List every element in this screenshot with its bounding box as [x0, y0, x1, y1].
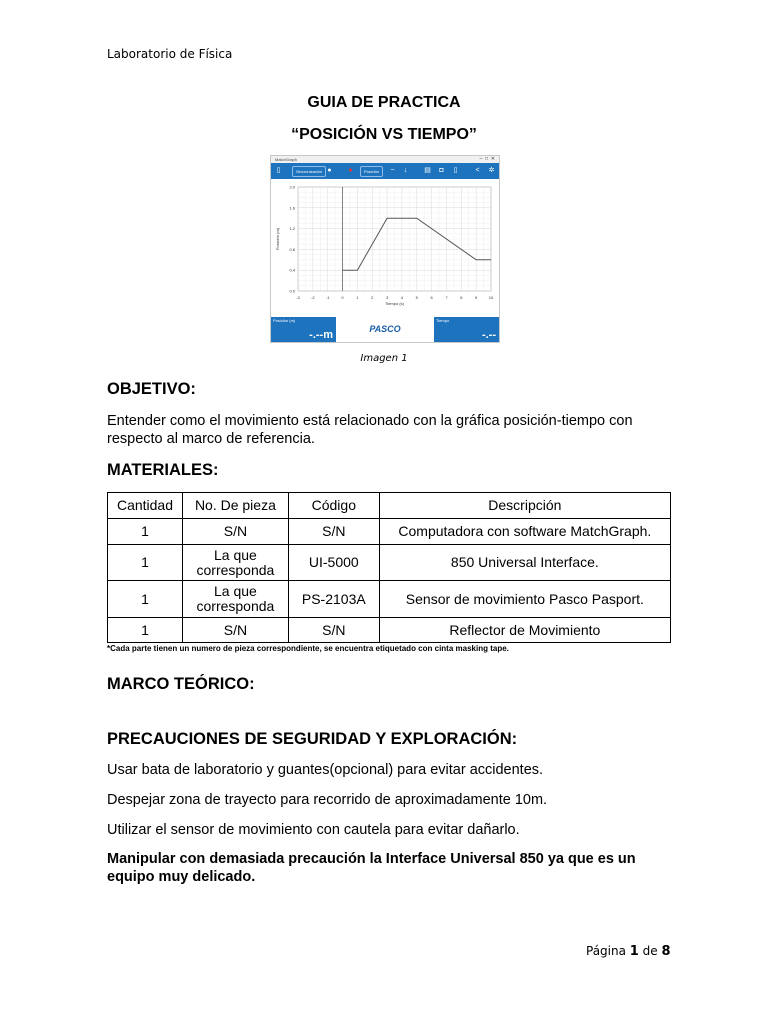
x-tick-label: 0 [341, 295, 344, 300]
table-cell: La que corresponda [182, 581, 288, 618]
table-header-row [108, 493, 671, 519]
precaution-item: Usar bata de laboratorio y guantes(opcional) para evitar accidentes. [107, 762, 544, 778]
precaution-bold-note: Manipular con demasiada precaución la Interface Universal 850 ya que es un equipo muy delicado. [107, 851, 636, 885]
table-cell: Reflector de Movimiento [379, 618, 670, 643]
time-readout-value: -.-- [481, 329, 496, 341]
document-title: GUIA DE PRACTICA [307, 94, 461, 111]
x-tick-label: 3 [385, 295, 389, 300]
time-readout [434, 317, 499, 342]
table-footnote: *Cada parte tienen un numero de pieza correspondiente, se encuentra etiquetado con cinta masking tape. [107, 644, 509, 653]
document-icon: ▯ [276, 167, 281, 174]
column-header: Código [288, 493, 379, 519]
table-cell: Sensor de movimiento Pasco Pasport. [379, 581, 670, 618]
x-tick-label: 1 [356, 295, 359, 300]
figure-caption: Imagen 1 [360, 353, 408, 364]
x-tick-label: 8 [460, 295, 463, 300]
position-readout-label: Posición (m) [273, 318, 296, 323]
page-footer [586, 944, 671, 959]
x-tick-label: 10 [488, 295, 494, 300]
app-title: MatchGraph [275, 157, 298, 162]
table-cell: S/N [288, 618, 379, 643]
position-time-chart [271, 179, 499, 317]
record-icon: ● [348, 167, 353, 174]
x-tick-label: 4 [400, 295, 404, 300]
sync-button: Sincronización [292, 166, 326, 177]
table-cell: 850 Universal Interface. [379, 545, 670, 581]
page-total: 8 [661, 944, 671, 959]
precaution-item: Despejar zona de trayecto para recorrido de aproximadamente 10m. [107, 792, 548, 808]
table-cell: S/N [288, 519, 379, 545]
page-word: Página [586, 944, 626, 958]
table-cell: 1 [108, 519, 183, 545]
table-cell: 1 [108, 618, 183, 643]
download-icon: ↓ [403, 167, 408, 174]
table-cell: 1 [108, 581, 183, 618]
x-tick-label: -3 [296, 295, 300, 300]
y-tick-label: 1.2 [289, 226, 295, 232]
table-cell: 1 [108, 545, 183, 581]
app-titlebar [271, 156, 499, 163]
table-cell: S/N [182, 519, 288, 545]
column-header: Cantidad [108, 493, 183, 519]
y-axis-label: Posición (m) [275, 227, 280, 251]
table-cell: La que corresponda [182, 545, 288, 581]
user-icon: ● [327, 167, 332, 174]
column-header: Descripción [379, 493, 670, 519]
table-row [108, 618, 671, 643]
x-tick-label: 2 [371, 295, 374, 300]
x-tick-label: -2 [311, 295, 315, 300]
x-tick-label: 7 [445, 295, 448, 300]
app-toolbar [271, 163, 499, 179]
readout-panel [271, 317, 499, 342]
y-tick-label: 0.0 [289, 288, 295, 294]
y-tick-label: 2.0 [289, 184, 295, 190]
window-controls-icon: – □ ✕ [479, 156, 495, 162]
pasco-logo: PASCO [336, 317, 434, 342]
table-cell: UI-5000 [288, 545, 379, 581]
y-tick-label: 0.8 [289, 246, 295, 252]
y-tick-label: 1.6 [289, 205, 295, 211]
matchgraph-screenshot [270, 155, 500, 343]
of-word: de [642, 944, 658, 958]
curve-icon: ~ [390, 167, 395, 174]
precauciones-heading: PRECAUCIONES DE SEGURIDAD Y EXPLORACIÓN: [107, 730, 518, 748]
y-tick-label: 0.4 [289, 267, 295, 273]
page-number: 1 [629, 944, 639, 959]
table-row [108, 581, 671, 618]
position-readout [271, 317, 336, 342]
camera-icon: ◘ [439, 167, 444, 174]
x-tick-label: -1 [325, 295, 330, 300]
page-header: Laboratorio de Física [107, 47, 233, 61]
table-row [108, 519, 671, 545]
table-cell: PS-2103A [288, 581, 379, 618]
gear-icon: ✲ [488, 167, 495, 174]
table-cell: Computadora con software MatchGraph. [379, 519, 670, 545]
objetivo-heading: OBJETIVO: [107, 380, 196, 398]
table-cell: S/N [182, 618, 288, 643]
file-icon: ▯ [453, 167, 458, 174]
position-readout-value: -.--m [309, 329, 333, 341]
objetivo-text: Entender como el movimiento está relacionado con la gráfica posición-tiempo con respecto al marco de referencia. [107, 413, 633, 447]
table-row [108, 545, 671, 581]
x-tick-label: 5 [415, 295, 418, 300]
materiales-heading: MATERIALES: [107, 461, 219, 479]
document-subtitle: “POSICIÓN VS TIEMPO” [291, 126, 477, 143]
marco-heading: MARCO TEÓRICO: [107, 675, 255, 693]
x-tick-label: 9 [475, 295, 478, 300]
share-icon: < [475, 167, 480, 174]
position-button: Posición [360, 166, 383, 177]
time-readout-label: Tiempo [436, 318, 450, 323]
print-icon: ▤ [424, 167, 431, 174]
precaution-item: Utilizar el sensor de movimiento con cautela para evitar dañarlo. [107, 822, 520, 838]
materials-table [107, 492, 671, 643]
column-header: No. De pieza [182, 493, 288, 519]
x-tick-label: 6 [430, 295, 433, 300]
x-axis-label: Tiempo (s) [385, 301, 404, 306]
